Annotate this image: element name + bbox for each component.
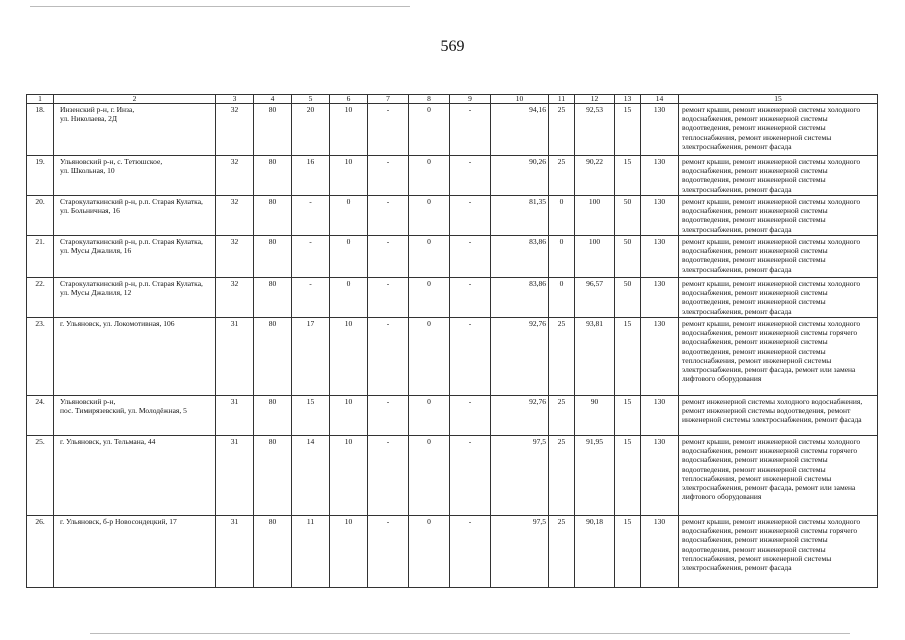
cell-col8: 0: [409, 318, 450, 396]
cell-col5: -: [292, 278, 330, 318]
cell-col3: 32: [216, 236, 254, 278]
cell-col7: -: [368, 278, 409, 318]
cell-col13: 15: [615, 516, 641, 588]
cell-col12: 90,22: [575, 156, 615, 196]
work-description-cell: ремонт крыши, ремонт инженерной системы холодного водоснабжения, ремонт инженерной системы водоотведения, ремонт инженерной системы электроснабжения, ремонт фасада: [679, 278, 878, 318]
work-description-cell: ремонт крыши, ремонт инженерной системы холодного водоснабжения, ремонт инженерной системы водоотведения, ремонт инженерной системы теплоснабжения, ремонт инженерной системы электроснабжения, ремонт фасада: [679, 104, 878, 156]
column-header-3: 3: [216, 95, 254, 104]
cell-col14: 130: [641, 516, 679, 588]
cell-col11: 25: [549, 516, 575, 588]
address-cell: Инзенский р-н, г. Инза, ул. Николаева, 2Д: [54, 104, 216, 156]
address-cell: г. Ульяновск, ул. Тельмана, 44: [54, 436, 216, 516]
cell-col12: 90: [575, 396, 615, 436]
cell-col10: 90,26: [491, 156, 549, 196]
row-number: 20.: [27, 196, 54, 236]
work-description-cell: ремонт крыши, ремонт инженерной системы холодного водоснабжения, ремонт инженерной системы горячего водоснабжения, ремонт инженерной системы водоотведения, ремонт инженерной системы теплоснабжения, ремонт инженерной системы электроснабжения, ремонт фасада: [679, 516, 878, 588]
cell-col8: 0: [409, 156, 450, 196]
cell-col5: -: [292, 236, 330, 278]
cell-col6: 10: [330, 156, 368, 196]
cell-col11: 25: [549, 156, 575, 196]
cell-col13: 15: [615, 104, 641, 156]
cell-col6: 10: [330, 436, 368, 516]
column-header-5: 5: [292, 95, 330, 104]
cell-col6: 10: [330, 396, 368, 436]
cell-col8: 0: [409, 196, 450, 236]
work-description-cell: ремонт инженерной системы холодного водоснабжения, ремонт инженерной системы водоотведения, ремонт инженерной системы электроснабжения, ремонт фасада: [679, 396, 878, 436]
work-description-cell: ремонт крыши, ремонт инженерной системы холодного водоснабжения, ремонт инженерной системы горячего водоснабжения, ремонт инженерной системы водоотведения, ремонт инженерной системы теплоснабжения, ремонт инженерной системы электроснабжения, ремонт фасада, ремонт или замена лифтового оборудования: [679, 436, 878, 516]
column-header-11: 11: [549, 95, 575, 104]
cell-col9: -: [450, 156, 491, 196]
address-cell: Ульяновский р-н, пос. Тимирязевский, ул. Молодёжная, 5: [54, 396, 216, 436]
row-number: 24.: [27, 396, 54, 436]
cell-col11: 0: [549, 278, 575, 318]
cell-col11: 0: [549, 236, 575, 278]
address-cell: Старокулаткинский р-н, р.п. Старая Кулатка, ул. Мусы Джалиля, 12: [54, 278, 216, 318]
work-description-cell: ремонт крыши, ремонт инженерной системы холодного водоснабжения, ремонт инженерной системы водоотведения, ремонт инженерной системы электроснабжения, ремонт фасада: [679, 236, 878, 278]
cell-col12: 91,95: [575, 436, 615, 516]
cell-col4: 80: [254, 318, 292, 396]
cell-col3: 32: [216, 156, 254, 196]
cell-col13: 15: [615, 396, 641, 436]
cell-col9: -: [450, 104, 491, 156]
column-header-9: 9: [450, 95, 491, 104]
cell-col13: 15: [615, 436, 641, 516]
scan-artifact-bottom: [90, 633, 850, 634]
cell-col10: 83,86: [491, 278, 549, 318]
cell-col12: 96,57: [575, 278, 615, 318]
cell-col5: 11: [292, 516, 330, 588]
cell-col4: 80: [254, 104, 292, 156]
cell-col5: -: [292, 196, 330, 236]
cell-col5: 20: [292, 104, 330, 156]
repair-table-container: [26, 94, 878, 588]
column-header-1: 1: [27, 95, 54, 104]
cell-col10: 97,5: [491, 516, 549, 588]
cell-col5: 16: [292, 156, 330, 196]
cell-col13: 15: [615, 318, 641, 396]
page-number: 569: [440, 38, 465, 55]
cell-col14: 130: [641, 318, 679, 396]
cell-col6: 10: [330, 516, 368, 588]
cell-col4: 80: [254, 436, 292, 516]
cell-col6: 0: [330, 278, 368, 318]
row-number: 19.: [27, 156, 54, 196]
address-cell: Ульяновский р-н, с. Тетюшское, ул. Школьная, 10: [54, 156, 216, 196]
cell-col10: 92,76: [491, 318, 549, 396]
column-header-14: 14: [641, 95, 679, 104]
cell-col4: 80: [254, 278, 292, 318]
row-number: 18.: [27, 104, 54, 156]
cell-col7: -: [368, 436, 409, 516]
cell-col3: 31: [216, 396, 254, 436]
cell-col13: 50: [615, 236, 641, 278]
cell-col10: 94,16: [491, 104, 549, 156]
cell-col3: 31: [216, 516, 254, 588]
cell-col12: 93,81: [575, 318, 615, 396]
table-row: [27, 156, 878, 196]
cell-col12: 92,53: [575, 104, 615, 156]
cell-col5: 14: [292, 436, 330, 516]
header-row: [27, 95, 878, 104]
cell-col9: -: [450, 396, 491, 436]
cell-col7: -: [368, 318, 409, 396]
cell-col14: 130: [641, 236, 679, 278]
cell-col9: -: [450, 278, 491, 318]
cell-col5: 15: [292, 396, 330, 436]
cell-col3: 31: [216, 436, 254, 516]
address-cell: г. Ульяновск, ул. Локомотивная, 106: [54, 318, 216, 396]
cell-col6: 0: [330, 196, 368, 236]
column-header-10: 10: [491, 95, 549, 104]
cell-col12: 100: [575, 236, 615, 278]
column-header-2: 2: [54, 95, 216, 104]
address-cell: Старокулаткинский р-н, р.п. Старая Кулатка, ул. Мусы Джалиля, 16: [54, 236, 216, 278]
cell-col14: 130: [641, 196, 679, 236]
table-row: [27, 318, 878, 396]
work-description-cell: ремонт крыши, ремонт инженерной системы холодного водоснабжения, ремонт инженерной системы водоотведения, ремонт инженерной системы электроснабжения, ремонт фасада: [679, 196, 878, 236]
cell-col8: 0: [409, 436, 450, 516]
cell-col4: 80: [254, 196, 292, 236]
cell-col10: 92,76: [491, 396, 549, 436]
cell-col7: -: [368, 196, 409, 236]
column-header-4: 4: [254, 95, 292, 104]
cell-col10: 81,35: [491, 196, 549, 236]
column-header-13: 13: [615, 95, 641, 104]
cell-col9: -: [450, 516, 491, 588]
row-number: 22.: [27, 278, 54, 318]
row-number: 25.: [27, 436, 54, 516]
work-description-cell: ремонт крыши, ремонт инженерной системы холодного водоснабжения, ремонт инженерной системы водоотведения, ремонт инженерной системы электроснабжения, ремонт фасада: [679, 156, 878, 196]
cell-col9: -: [450, 436, 491, 516]
cell-col9: -: [450, 236, 491, 278]
scan-artifact-top: [30, 6, 410, 7]
cell-col14: 130: [641, 396, 679, 436]
table-row: [27, 278, 878, 318]
cell-col8: 0: [409, 104, 450, 156]
cell-col11: 25: [549, 318, 575, 396]
cell-col10: 97,5: [491, 436, 549, 516]
cell-col14: 130: [641, 156, 679, 196]
table-row: [27, 436, 878, 516]
column-header-6: 6: [330, 95, 368, 104]
cell-col6: 10: [330, 318, 368, 396]
cell-col8: 0: [409, 396, 450, 436]
cell-col3: 32: [216, 278, 254, 318]
cell-col8: 0: [409, 516, 450, 588]
cell-col11: 25: [549, 104, 575, 156]
table-row: [27, 516, 878, 588]
cell-col14: 130: [641, 436, 679, 516]
cell-col3: 32: [216, 196, 254, 236]
cell-col3: 31: [216, 318, 254, 396]
cell-col14: 130: [641, 278, 679, 318]
cell-col5: 17: [292, 318, 330, 396]
cell-col13: 15: [615, 156, 641, 196]
row-number: 23.: [27, 318, 54, 396]
cell-col12: 90,18: [575, 516, 615, 588]
repair-table: [26, 94, 878, 588]
column-header-7: 7: [368, 95, 409, 104]
table-row: [27, 104, 878, 156]
work-description-cell: ремонт крыши, ремонт инженерной системы холодного водоснабжения, ремонт инженерной системы горячего водоснабжения, ремонт инженерной системы водоотведения, ремонт инженерной системы теплоснабжения, ремонт инженерной системы электроснабжения, ремонт фасада, ремонт или замена лифтового оборудования: [679, 318, 878, 396]
cell-col7: -: [368, 104, 409, 156]
cell-col6: 0: [330, 236, 368, 278]
cell-col7: -: [368, 236, 409, 278]
address-cell: Старокулаткинский р-н, р.п. Старая Кулатка, ул. Больничная, 16: [54, 196, 216, 236]
cell-col3: 32: [216, 104, 254, 156]
cell-col10: 83,86: [491, 236, 549, 278]
cell-col4: 80: [254, 396, 292, 436]
table-row: [27, 236, 878, 278]
cell-col9: -: [450, 318, 491, 396]
cell-col11: 25: [549, 396, 575, 436]
table-body: [27, 104, 878, 588]
cell-col7: -: [368, 516, 409, 588]
cell-col4: 80: [254, 236, 292, 278]
address-cell: г. Ульяновск, б-р Новосондецкий, 17: [54, 516, 216, 588]
cell-col11: 0: [549, 196, 575, 236]
cell-col13: 50: [615, 196, 641, 236]
row-number: 21.: [27, 236, 54, 278]
cell-col4: 80: [254, 156, 292, 196]
cell-col9: -: [450, 196, 491, 236]
cell-col11: 25: [549, 436, 575, 516]
row-number: 26.: [27, 516, 54, 588]
cell-col8: 0: [409, 278, 450, 318]
cell-col12: 100: [575, 196, 615, 236]
table-row: [27, 196, 878, 236]
column-header-12: 12: [575, 95, 615, 104]
cell-col13: 50: [615, 278, 641, 318]
cell-col14: 130: [641, 104, 679, 156]
table-row: [27, 396, 878, 436]
cell-col7: -: [368, 156, 409, 196]
cell-col6: 10: [330, 104, 368, 156]
column-header-15: 15: [679, 95, 878, 104]
column-header-8: 8: [409, 95, 450, 104]
cell-col8: 0: [409, 236, 450, 278]
cell-col7: -: [368, 396, 409, 436]
cell-col4: 80: [254, 516, 292, 588]
